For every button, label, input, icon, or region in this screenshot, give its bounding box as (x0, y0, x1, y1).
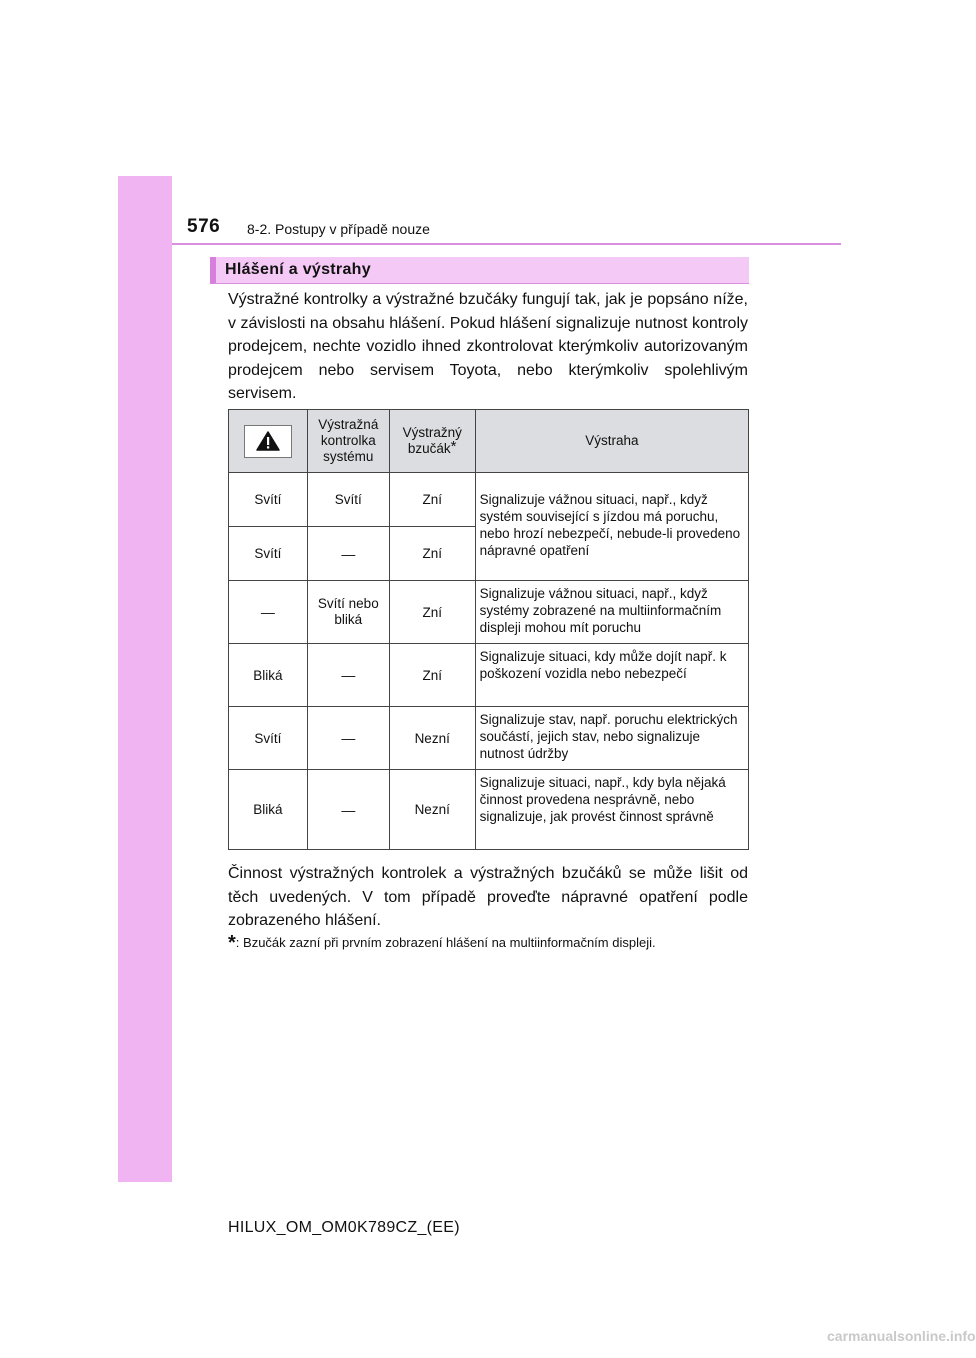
cell-system-light: — (307, 770, 389, 850)
cell-description: Signalizuje vážnou situaci, např., když systémy zobrazené na multiinformačním displeji mohou mít poruchu (475, 581, 748, 644)
footnote (228, 932, 748, 955)
cell-system-light: Svítí nebo bliká (307, 581, 389, 644)
header-buzzer-label: Výstražný bzučák (402, 425, 462, 456)
intro-paragraph: Výstražné kontrolky a výstražné bzučáky fungují tak, jak je popsáno níže, v závislosti na obsahu hlášení. Pokud hlášení signalizuje nutnost kontroly prodejcem, nechte vozidlo ihned zkontrolovat kterýmkoliv autorizovaným prodejcem nebo servisem Toyota, nebo kterýmkoliv spolehlivým servisem. (228, 291, 748, 402)
cell-description: Signalizuje situaci, např., kdy byla nějaká činnost provedena nesprávně, nebo signalizuje, jak provést činnost správně (475, 770, 748, 850)
cell-description: Signalizuje situaci, kdy může dojít např. k poškození vozidla nebo nebezpečí (475, 644, 748, 707)
header-divider (172, 243, 841, 245)
cell-buzzer: Nezní (389, 707, 475, 770)
cell-system-light: — (307, 527, 389, 581)
cell-system-light: — (307, 644, 389, 707)
cell-buzzer: Nezní (389, 770, 475, 850)
table-row (229, 581, 749, 644)
section-heading-text: Hlášení a výstrahy (225, 261, 371, 278)
cell-description (475, 473, 748, 581)
header-icon-cell (229, 410, 308, 473)
table-row (229, 707, 749, 770)
cell-warning-light: Svítí (229, 473, 308, 527)
cell-buzzer: Zní (389, 527, 475, 581)
closing-paragraph: Činnost výstražných kontrolek a výstražných bzučáků se může lišit od těch uvedených. V tom případě proveďte nápravné opatření podle zobrazeného hlášení. (228, 865, 748, 929)
header-buzzer (389, 410, 475, 473)
cell-buzzer: Zní (389, 473, 475, 527)
document-code: HILUX_OM_OM0K789CZ_(EE) (228, 1219, 460, 1236)
description-text: Signalizuje vážnou situaci, např., když systém související s jízdou má poruchu, nebo hrozí nebezpečí, nebude-li provedeno nápravné opatření (479, 492, 741, 558)
page-number: 576 (187, 216, 221, 237)
watermark: carmanualsonline.info (827, 1328, 976, 1344)
cell-description: Signalizuje stav, např. poruchu elektrických součástí, jejich stav, nebo signalizuje nutnost údržby (475, 707, 748, 770)
cell-warning-light: Svítí (229, 527, 308, 581)
cell-warning-light: — (229, 581, 308, 644)
section-heading (210, 257, 749, 284)
cell-system-light: — (307, 707, 389, 770)
warning-table (228, 409, 749, 850)
table-row (229, 644, 749, 707)
warning-triangle-icon (244, 425, 292, 458)
header-warning: Výstraha (475, 410, 748, 473)
footnote-text: : Bzučák zazní při prvním zobrazení hlášení na multiinformačním displeji. (235, 935, 656, 950)
side-tab-bar (118, 176, 172, 1182)
header-system-light: Výstražná kontrolka systému (307, 410, 389, 473)
cell-buzzer: Zní (389, 581, 475, 644)
footnote-star: * (228, 932, 236, 954)
chapter-title: 8-2. Postupy v případě nouze (247, 221, 430, 237)
cell-system-light: Svítí (307, 473, 389, 527)
cell-buzzer: Zní (389, 644, 475, 707)
cell-warning-light: Bliká (229, 644, 308, 707)
table-header-row (229, 410, 749, 473)
table-row (229, 770, 749, 850)
footnote-mark: * (450, 438, 457, 455)
cell-warning-light: Svítí (229, 707, 308, 770)
cell-warning-light: Bliká (229, 770, 308, 850)
table-row (229, 473, 749, 527)
